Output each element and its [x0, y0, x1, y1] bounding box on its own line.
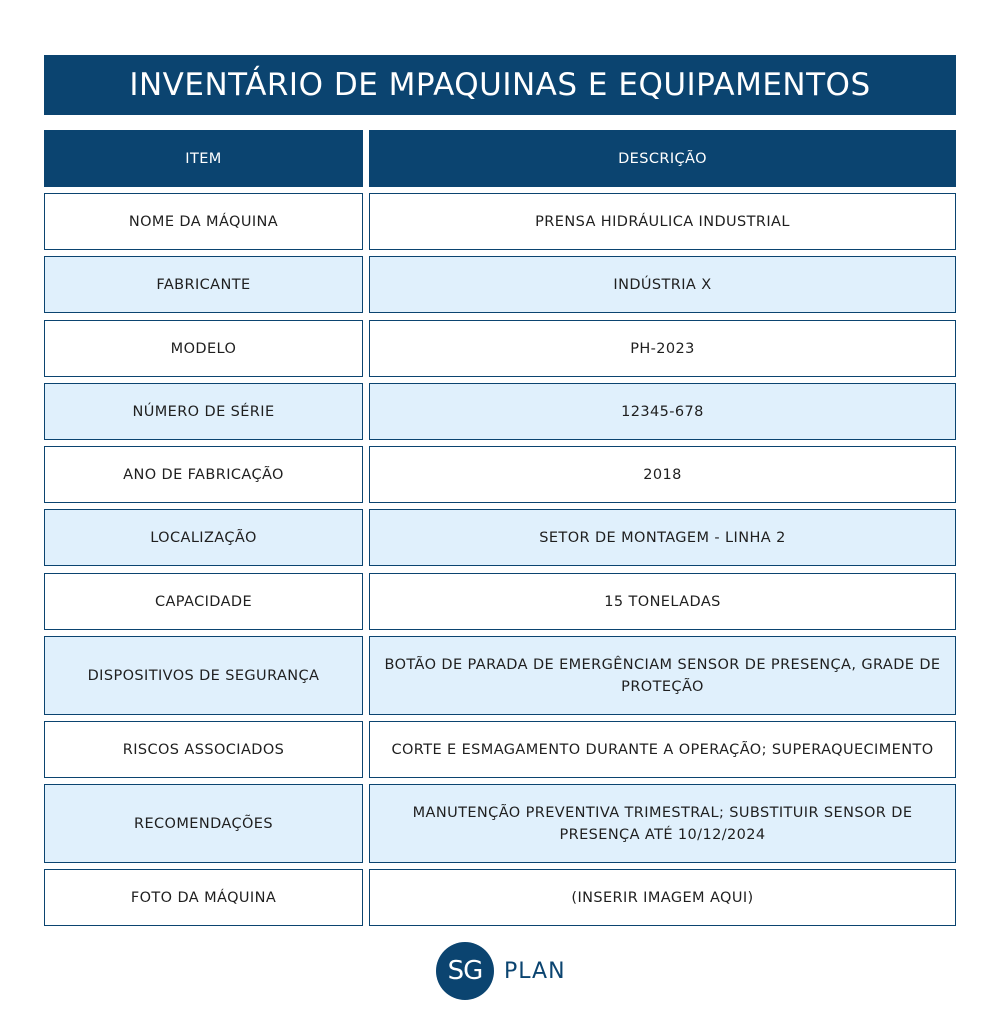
page-title: INVENTÁRIO DE MPAQUINAS E EQUIPAMENTOS	[129, 67, 871, 103]
table-row-description	[369, 509, 956, 566]
item-label: NOME DA MÁQUINA	[128, 213, 279, 230]
description-value: PRENSA HIDRÁULICA INDUSTRIAL	[535, 213, 790, 230]
logo-badge-text: SG	[447, 956, 483, 986]
table-row-item	[44, 446, 363, 503]
page-title-bar	[44, 55, 956, 115]
table-row-description	[369, 784, 956, 863]
table-row-description	[369, 721, 956, 778]
table-row-item	[44, 383, 363, 440]
description-value: 12345-678	[621, 403, 704, 420]
table-row-description	[369, 383, 956, 440]
table-row-description	[369, 446, 956, 503]
item-label: RISCOS ASSOCIADOS	[122, 741, 285, 758]
header-item	[44, 130, 363, 187]
description-value: (INSERIR IMAGEM AQUI)	[571, 889, 754, 906]
table-row-item	[44, 320, 363, 377]
description-value: BOTÃO DE PARADA DE EMERGÊNCIAM SENSOR DE PRESENÇA, GRADE DE PROTEÇÃO	[384, 656, 941, 695]
table-row-description	[369, 869, 956, 926]
item-label: NÚMERO DE SÉRIE	[132, 403, 275, 420]
table-row-item	[44, 721, 363, 778]
item-label: MODELO	[170, 340, 237, 357]
table-row-item	[44, 869, 363, 926]
description-value: INDÚSTRIA X	[613, 276, 712, 293]
description-value: 2018	[643, 466, 682, 483]
item-label: ANO DE FABRICAÇÃO	[123, 466, 284, 483]
table-row-item	[44, 509, 363, 566]
description-value: 15 TONELADAS	[604, 593, 721, 610]
logo-wordmark: PLAN	[504, 958, 566, 984]
description-value: CORTE E ESMAGAMENTO DURANTE A OPERAÇÃO; SUPERAQUECIMENTO	[391, 741, 934, 758]
header-item-label: ITEM	[185, 150, 222, 167]
table-row-description	[369, 636, 956, 715]
item-label: RECOMENDAÇÕES	[134, 815, 273, 832]
table-row-description	[369, 256, 956, 313]
item-label: LOCALIZAÇÃO	[150, 529, 257, 546]
table-row-item	[44, 256, 363, 313]
table-row-description	[369, 573, 956, 630]
table-row-description	[369, 193, 956, 250]
table-row-item	[44, 193, 363, 250]
item-label: FOTO DA MÁQUINA	[130, 889, 277, 906]
item-label: CAPACIDADE	[154, 593, 253, 610]
table-row-item	[44, 784, 363, 863]
description-value: SETOR DE MONTAGEM - LINHA 2	[539, 529, 786, 546]
table-row-item	[44, 636, 363, 715]
table-row-item	[44, 573, 363, 630]
item-label: DISPOSITIVOS DE SEGURANÇA	[87, 667, 320, 684]
table-row-description	[369, 320, 956, 377]
header-description-label: DESCRIÇÃO	[618, 150, 707, 167]
sgplan-logo	[436, 942, 566, 1000]
description-value: PH-2023	[630, 340, 695, 357]
item-label: FABRICANTE	[156, 276, 251, 293]
description-value: MANUTENÇÃO PREVENTIVA TRIMESTRAL; SUBSTITUIR SENSOR DE PRESENÇA ATÉ 10/12/2024	[412, 804, 913, 843]
logo-badge	[436, 942, 494, 1000]
header-description	[369, 130, 956, 187]
